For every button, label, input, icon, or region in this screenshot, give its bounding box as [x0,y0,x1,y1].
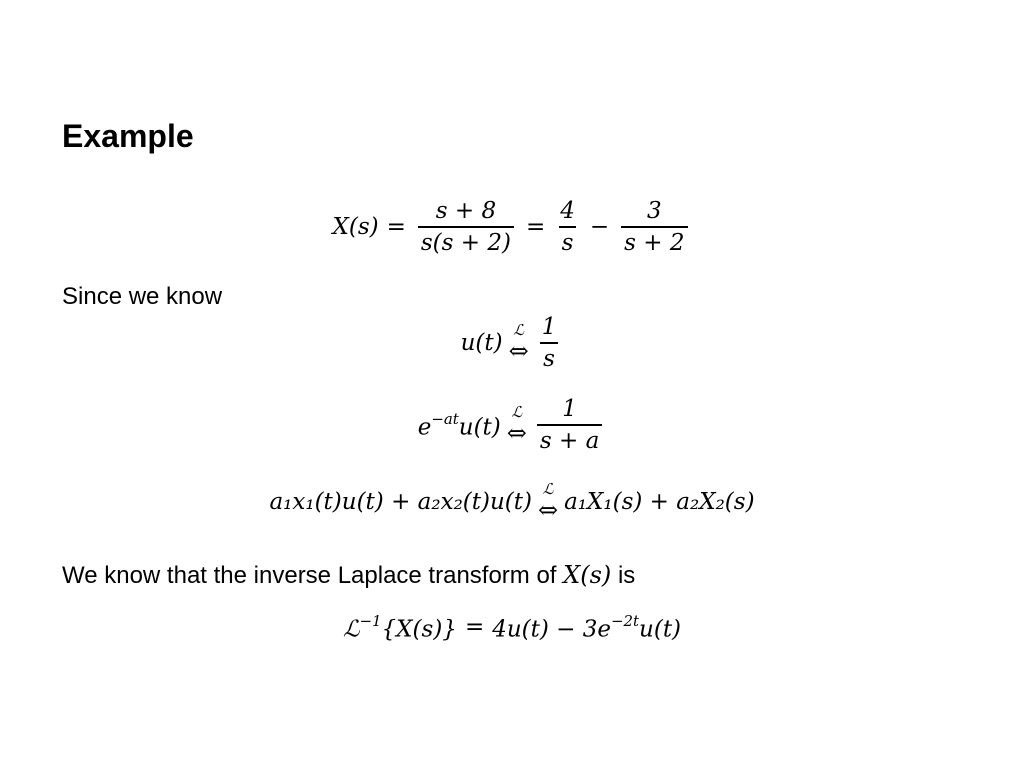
equals-sign: = [464,614,485,641]
laplace-script-l: ℒ [513,321,525,339]
inverse-laplace-text [62,561,635,590]
inverse-rhs-exponent: −2t [611,612,640,630]
fraction-denominator: s(s + 2) [418,226,514,256]
laplace-script-l: ℒ [542,480,554,498]
fraction-numerator: 1 [562,396,577,422]
inverse-text-math: X(s) [563,561,612,589]
inverse-rhs [492,612,681,642]
inverse-rhs-part2: u(t) [639,616,682,643]
fraction-3-over-s-plus-2 [621,198,687,256]
step-factor: u(t) [458,414,501,441]
inverse-lhs [343,612,457,642]
double-arrow-icon: ⇔ [508,337,529,365]
double-arrow-icon: ⇔ [506,419,527,447]
inverse-exponent: −1 [359,612,382,630]
laplace-equivalence-symbol [507,405,527,445]
fraction-denominator: s + a [537,424,602,454]
xs-lhs: X(s) [332,214,379,240]
inverse-text-before: We know that the inverse Laplace transform of [62,562,564,589]
fraction-numerator: 1 [541,314,557,340]
fraction-denominator: s [559,226,577,256]
laplace-equivalence-symbol [538,482,558,522]
laplace-linearity [0,482,1024,522]
fraction-denominator: s + 2 [621,226,687,256]
fraction-numerator: s + 8 [435,198,497,224]
laplace-script-l: ℒ [342,616,360,643]
inverse-argument: {X(s)} [381,616,457,643]
pair1-lhs: u(t) [460,330,503,356]
laplace-equivalence-symbol [509,323,529,363]
equals-sign: = [525,214,546,240]
fraction-denominator: s [540,342,558,372]
exp-base: e [417,414,432,441]
equals-sign: = [386,214,406,240]
pair2-lhs [418,410,501,440]
linearity-lhs: a₁x₁(t)u(t) + a₂x₂(t)u(t) [269,489,532,515]
fraction-numerator: 4 [560,198,575,224]
laplace-pair-step [0,314,1024,372]
fraction-1-over-s-plus-a [537,396,602,454]
inverse-laplace-result [0,612,1024,642]
linearity-rhs: a₁X₁(s) + a₂X₂(s) [564,489,755,515]
slide-title: Example [62,118,194,154]
fraction-1-over-s [539,314,560,372]
minus-sign: − [589,214,610,240]
since-we-know-text: Since we know [62,283,223,310]
exp-exponent: −at [431,409,459,428]
fraction-numerator: 3 [647,198,662,224]
inverse-text-after: is [611,562,636,589]
partial-fraction-equation [0,198,1024,256]
double-arrow-icon: ⇔ [537,496,559,524]
laplace-pair-exponential [0,396,1024,454]
laplace-script-l: ℒ [511,403,523,421]
inverse-rhs-part1: 4u(t) − 3e [492,616,611,643]
fraction-s-plus-8 [418,198,514,256]
fraction-4-over-s [557,198,578,256]
